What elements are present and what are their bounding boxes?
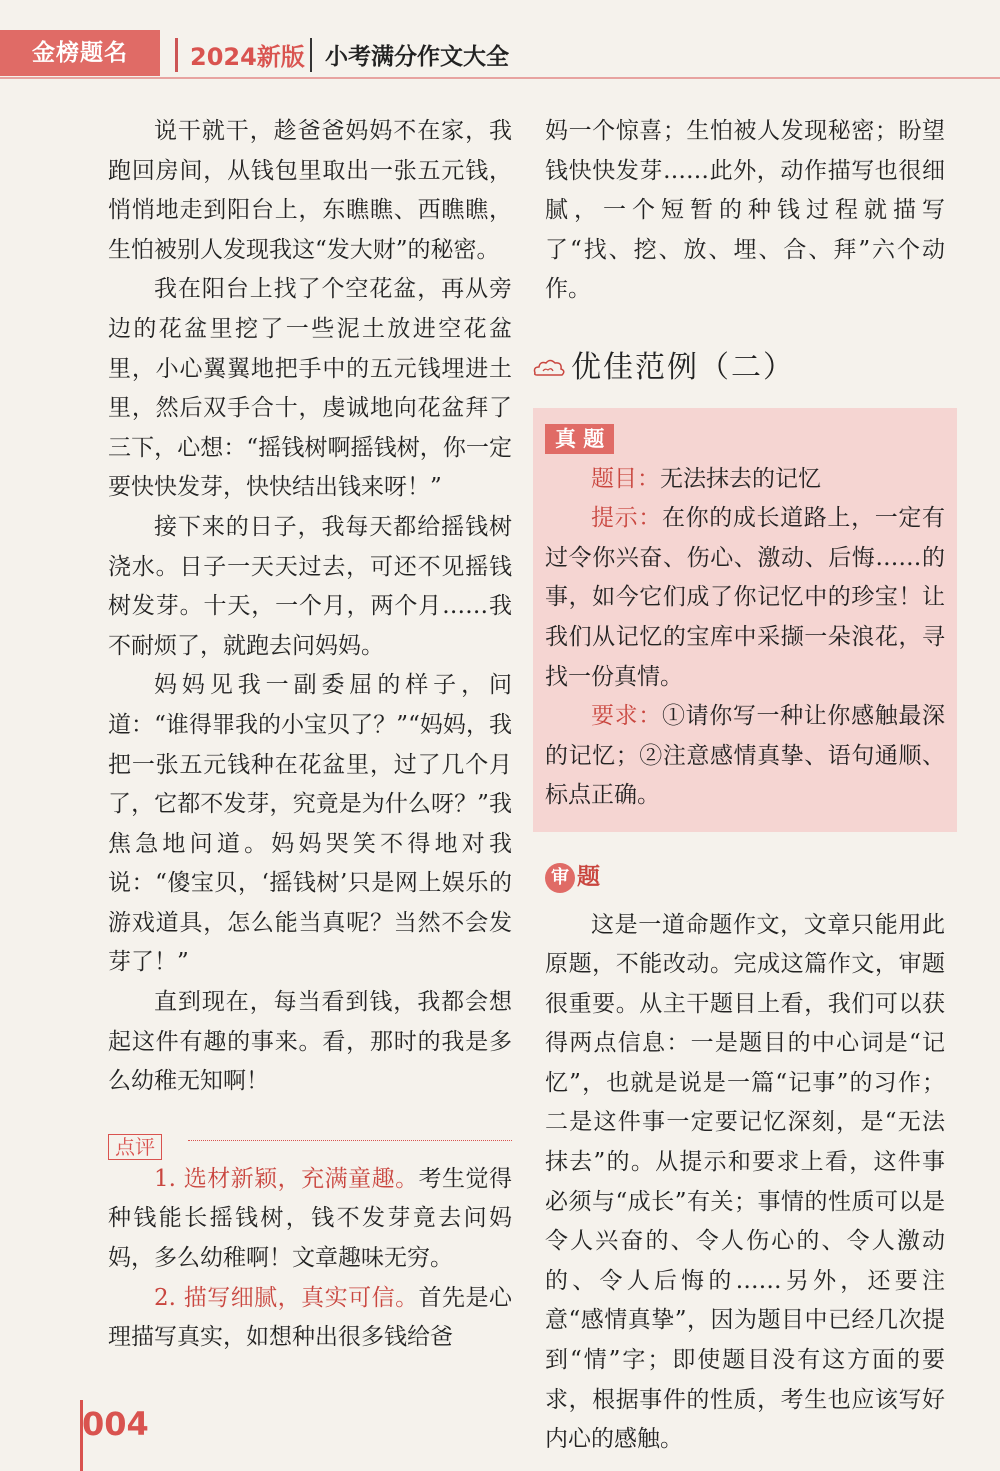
comment-tag: 点评 [108, 1134, 162, 1160]
left-column [108, 112, 512, 1358]
requirement-label: 要求： [591, 703, 662, 730]
topic-label: 题目： [591, 465, 660, 492]
brand-title: 金榜题名 [32, 40, 128, 66]
requirement-line [545, 697, 945, 816]
hint-line [545, 499, 945, 697]
right-column [545, 112, 945, 1460]
essay-paragraph: 接下来的日子，我每天都给摇钱树浇水。日子一天天过去，可还不见摇钱树发芽。十天，一个月，两个月……我不耐烦了，就跑去问妈妈。 [108, 513, 512, 659]
essay-paragraph: 妈妈见我一副委屈的样子，问道：“谁得罪我的小宝贝了？”“妈妈，我把一张五元钱种在花盆里，过了几个月了，它都不发芽，究竟是为什么呀？”我焦急地问道。妈妈哭笑不得地对我说：“傻宝贝，‘摇钱树’只是网上娱乐的游戏道具，怎么能当真呢？当然不会发芽了！” [108, 672, 512, 976]
header-divider [310, 38, 312, 72]
comment-point-body: 首先是心理描写真实，如想种出很多钱给爸 [108, 1284, 512, 1351]
topic-text: 无法抹去的记忆 [660, 465, 821, 492]
comment-header [108, 1128, 512, 1160]
section-title: 优佳范例（二） [571, 350, 795, 386]
comment-point-body: 考生觉得种钱能长摇钱树，钱不发芽竟去问妈妈，多么幼稚啊！文章趣味无穷。 [108, 1165, 512, 1272]
comment-point [108, 1160, 512, 1279]
analysis-paragraph: 这是一道命题作文，文章只能用此原题，不能改动。完成这篇作文，审题很重要。从主干题目上看，我们可以获得两点信息：一是题目的中心词是“记忆”，也就是说是一篇“记事”的习作；二是这件事一定要记忆深刻，是“无法抹去”的。从提示和要求上看，这件事必须与“成长”有关；事情的性质可以是令人兴奋的、令人伤心的、令人激动的、令人后悔的……另外，还要注意“感情真挚”，因为题目中已经几次提到“情”字；即使题目没有这方面的要求，根据事件的性质，考生也应该写好内心的感触。 [545, 911, 945, 1453]
edition-label: 2024新版 [190, 43, 305, 71]
essay-paragraph: 我在阳台上找了个空花盆，再从旁边的花盆里挖了一些泥土放进空花盆里，小心翼翼地把手中的五元钱埋进土里，然后双手合十，虔诚地向花盆拜了三下，心想：“摇钱树啊摇钱树，你一定要快快发芽，快快结出钱来呀！” [108, 276, 512, 501]
essay-paragraph: 直到现在，每当看到钱，我都会想起这件有趣的事来。看，那时的我是多么幼稚无知啊！ [108, 989, 512, 1095]
comment-point [108, 1279, 512, 1358]
analysis-heading [545, 858, 945, 898]
topic-line [545, 460, 945, 500]
comment-point-title: 2. 描写细腻，真实可信。 [154, 1284, 419, 1311]
exam-question-box [533, 408, 957, 832]
header-divider [175, 38, 178, 72]
page-header [0, 0, 1000, 80]
comment-divider [188, 1140, 512, 1141]
section-heading [531, 338, 945, 398]
essay-paragraph: 说干就干，趁爸爸妈妈不在家，我跑回房间，从钱包里取出一张五元钱，悄悄地走到阳台上，东瞧瞧、西瞧瞧，生怕被别人发现我这“发大财”的秘密。 [108, 118, 512, 263]
comment-point-title: 1. 选材新颖，充满童趣。 [154, 1165, 419, 1192]
comment-continuation: 妈一个惊喜；生怕被人发现秘密；盼望钱快快发芽……此外，动作描写也很细腻，一个短暂的种钱过程就描写了“找、挖、放、埋、合、拜”六个动作。 [545, 118, 945, 303]
header-rule [0, 77, 1000, 79]
page-number: 004 [82, 1405, 149, 1443]
series-title: 小考满分作文大全 [325, 44, 509, 70]
hint-label: 提示： [591, 505, 662, 532]
hint-text: 在你的成长道路上，一定有过令你兴奋、伤心、激动、后悔……的事，如今它们成了你记忆中的珍宝！让我们从记忆的宝库中采撷一朵浪花，寻找一份真情。 [545, 505, 946, 690]
cloud-icon [531, 357, 567, 379]
exam-question-tag: 真 题 [545, 424, 614, 454]
analysis-badge: 审 [545, 863, 575, 893]
analysis-heading-text: 题 [577, 863, 600, 890]
requirement-text: ①请你写一种让你感触最深的记忆；②注意感情真挚、语句通顺、标点正确。 [545, 703, 946, 809]
